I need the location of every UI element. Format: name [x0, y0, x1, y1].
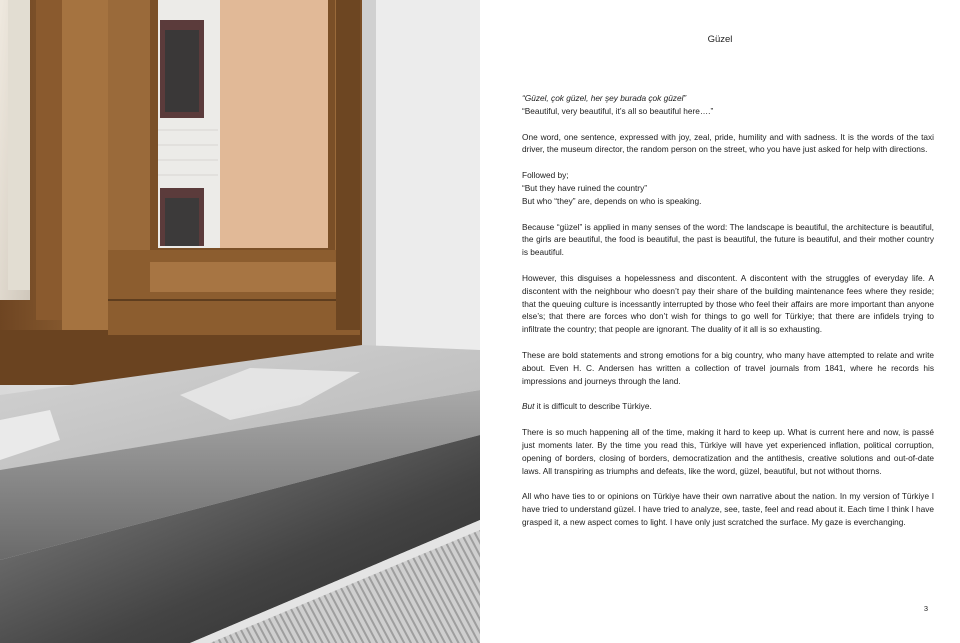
paragraph — [522, 490, 934, 528]
paragraph-line: But who “they” are, depends on who is speaking. — [522, 195, 702, 206]
page-title: Güzel — [707, 34, 733, 45]
paragraph — [522, 131, 934, 157]
paragraph — [522, 221, 934, 259]
paragraph-text: However, this disguises a hopelessness and discontent. A discontent with the struggles of everyday life. A discontent with the neighbour who doesn’t pay their share of the building maintenance fees where they reside; that the queuing culture is incessantly interrupted by those who feel their affairs are more important than anyone else’s; that there are forces who don’t wish for things to go well for Türkiye; that there are infidels trying to infiltrate the country; that people are ignorant. The duality of it all is so exhausting. — [522, 272, 934, 335]
body-text — [522, 92, 934, 542]
paragraph — [522, 169, 934, 207]
paragraph-text: These are bold statements and strong emotions for a big country, who many have attempted to relate and write about. Even H. C. Andersen has written a collection of travel journals from 1841, where he records his impressions and journeys through the land. — [522, 349, 934, 386]
paragraph-line: Followed by; — [522, 170, 569, 181]
english-quote: “Beautiful, very beautiful, it’s all so beautiful here….” — [522, 105, 714, 116]
paragraph — [522, 426, 934, 477]
paragraph-text-rest: it is difficult to describe Türkiye. — [534, 401, 652, 412]
paragraph — [522, 349, 934, 387]
paragraph-text: One word, one sentence, expressed with joy, zeal, pride, humility and with sadness. It is the words of the taxi driver, the museum director, the random person on the street, who you have just asked for help with directions. — [522, 131, 934, 155]
paragraph-text — [522, 400, 934, 413]
paragraph — [522, 272, 934, 336]
paragraph-text: All who have ties to or opinions on Türkiye have their own narrative about the nation. In my version of Türkiye I have tried to understand güzel. I have tried to analyze, see, taste, feel and read about it. Each time I think I have grasped it, a new aspect comes to light. I have only just scratched the surface. My gaze is everchanging. — [522, 491, 934, 527]
paragraph-line: “But they have ruined the country” — [522, 182, 647, 193]
emphasis-but: But — [522, 401, 535, 412]
paragraph — [522, 400, 934, 413]
paragraph-text: There is so much happening all of the time, making it hard to keep up. What is current here and now, is passé just moments later. By the time you read this, Türkiye will have yet experienced inflation, political corruption, opening of borders, closing of borders, democratization and the antithesis, creative solutions and out-of-date laws. All transpiring as triumphs and defeats, like the word, güzel, beautiful, but not without thorns. — [522, 427, 934, 476]
paragraph — [522, 92, 934, 118]
page-number: 3 — [923, 604, 928, 613]
turkish-quote: “Güzel, çok güzel, her şey burada çok güzel” — [522, 93, 687, 103]
paragraph-text: Because “güzel” is applied in many senses of the word: The landscape is beautiful, the architecture is beautiful, the girls are beautiful, the food is beautiful, the past is beautiful, the future is beautiful, and their mother country is beautiful. — [522, 221, 934, 258]
text-page — [480, 0, 960, 643]
